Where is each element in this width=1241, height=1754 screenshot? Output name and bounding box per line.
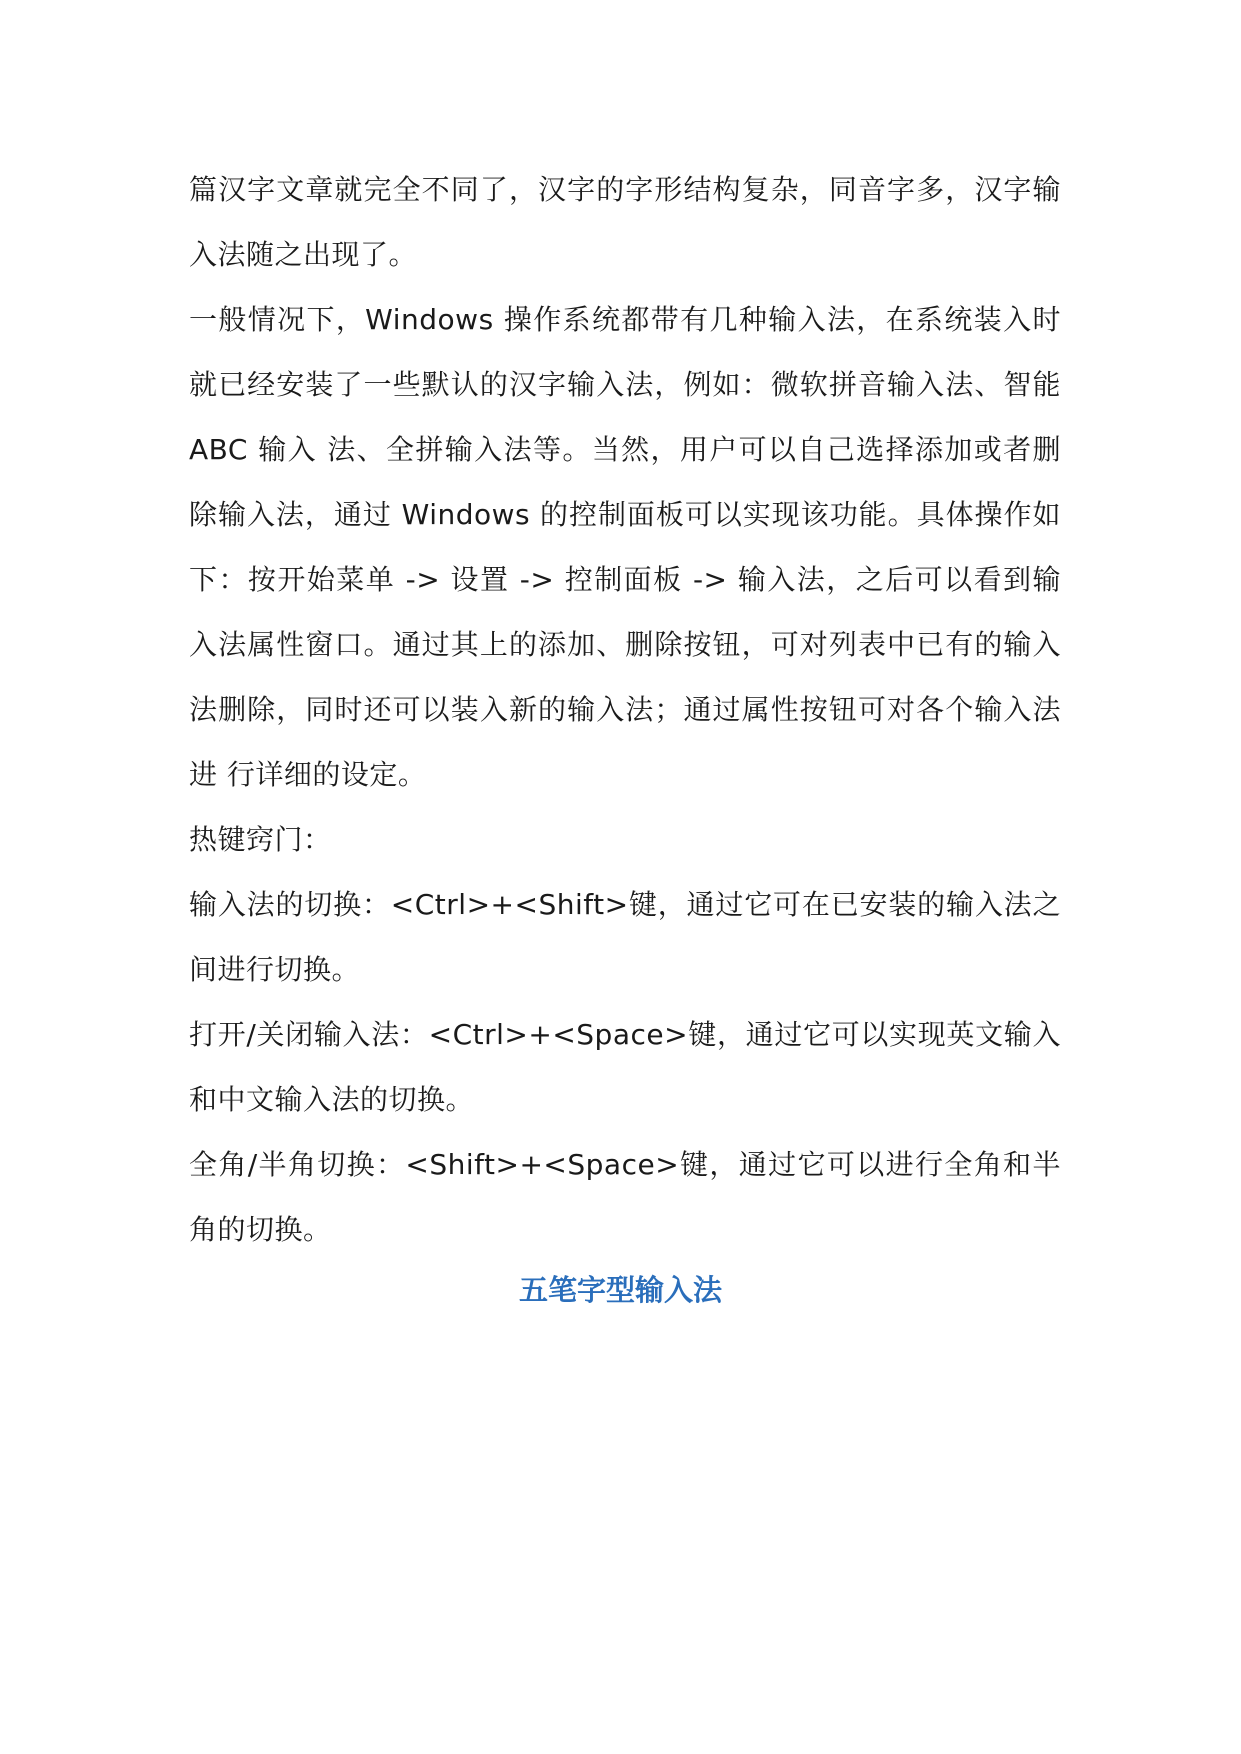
paragraph-intro-continued: 篇汉字文章就完全不同了，汉字的字形结构复杂，同音字多，汉字输入法随之出现了。: [189, 173, 1061, 271]
paragraph-hotkey-title: 热键窍门：: [189, 823, 332, 856]
paragraph-hotkey-fullwidth: 全角/半角切换：<Shift>+<Space>键，通过它可以进行全角和半角的切换。: [189, 1148, 1061, 1246]
paragraph-windows-input-methods: 一般情况下，Windows 操作系统都带有几种输入法，在系统装入时就已经安装了一些默认的汉字输入法，例如：微软拼音输入法、智能 ABC 输入 法、全拼输入法等。当然，用户可以自己选择添加或者删除输入法，通过 Windows 的控制面板可以实现该功能。具体操作如下：按开始菜单 -> 设置 -> 控制面板 -> 输入法，之后可以看到输入法属性窗口。通过其上的添加、删除按钮，可对列表中已有的输入法删除，同时还可以装入新的输入法；通过属性按钮可对各个输入法进 行详细的设定。: [189, 303, 1061, 791]
section-heading: 五笔字型输入法: [518, 1273, 722, 1307]
paragraph-hotkey-toggle: 打开/关闭输入法：<Ctrl>+<Space>键，通过它可以实现英文输入和中文输入法的切换。: [189, 1018, 1061, 1116]
paragraph-hotkey-switch: 输入法的切换：<Ctrl>+<Shift>键，通过它可在已安装的输入法之间进行切换。: [189, 888, 1061, 986]
body-text: [189, 157, 1061, 1262]
